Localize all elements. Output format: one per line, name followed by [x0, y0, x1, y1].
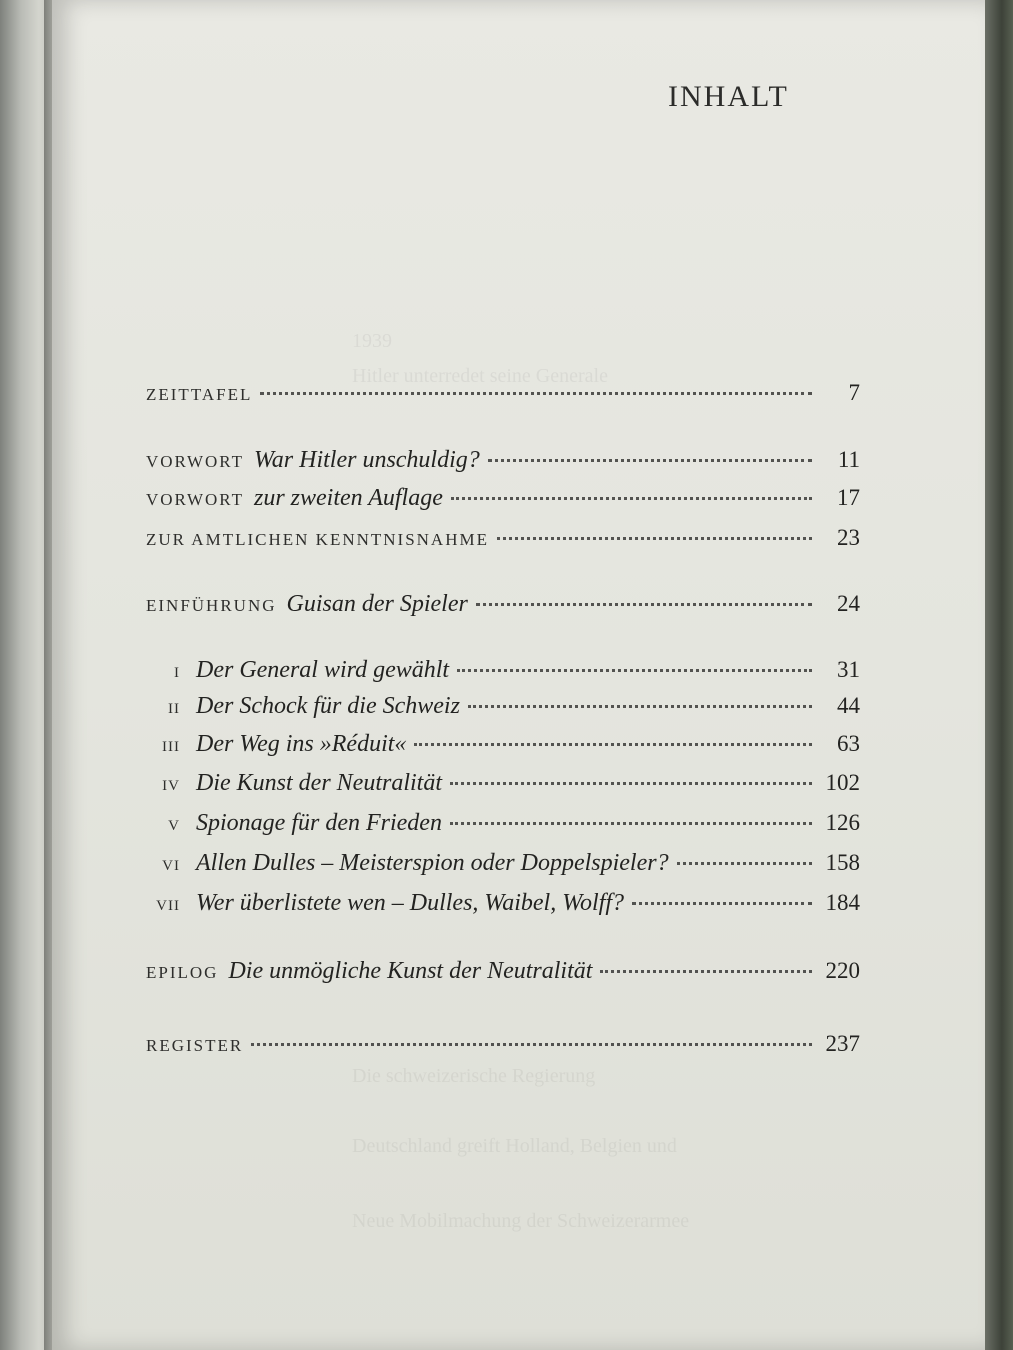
toc-chapter-5 [146, 810, 860, 844]
toc-entry-einfuehrung [146, 591, 860, 625]
toc-page-number: 126 [825, 810, 860, 835]
chapter-number: VII [156, 898, 180, 914]
dot-leader [450, 821, 812, 825]
toc-label: VORWORT [146, 452, 244, 471]
dot-leader [251, 1042, 812, 1046]
show-through-text: Neue Mobilmachung der Schweizerarmee [352, 1210, 690, 1232]
show-through-text: 1939 [352, 330, 392, 352]
toc-title: Die Kunst der Neutralität [196, 770, 442, 796]
toc-title: Der Schock für die Schweiz [196, 693, 460, 719]
toc-entry-register [146, 1031, 860, 1065]
toc-page-number: 24 [837, 591, 860, 616]
toc-page-number: 11 [837, 447, 860, 472]
toc-title: Die unmögliche Kunst der Neutralität [228, 958, 593, 984]
toc-page-number: 184 [825, 890, 860, 915]
toc-title: Der Weg ins »Réduit« [196, 731, 407, 757]
toc-entry-vorwort-zweite-auflage [146, 485, 860, 519]
show-through-text: Hitler unterredet seine Generale [352, 365, 608, 387]
toc-page-number: 7 [848, 380, 860, 405]
toc-title: zur zweiten Auflage [253, 485, 443, 511]
page-title: INHALT [668, 80, 789, 113]
toc-page-number: 237 [825, 1031, 860, 1056]
toc-page-number: 220 [825, 958, 860, 983]
toc-label: VORWORT [146, 490, 244, 509]
dot-leader [476, 602, 812, 606]
dot-leader [497, 536, 812, 540]
show-through-text: Deutschland greift Holland, Belgien und [352, 1135, 677, 1157]
chapter-number: VI [162, 858, 180, 874]
dot-leader [451, 496, 812, 500]
dot-leader [600, 969, 812, 973]
dot-leader [414, 742, 812, 746]
toc-label: EPILOG [146, 963, 219, 982]
toc-page-number: 31 [837, 657, 860, 682]
toc-label: ZEITTAFEL [146, 385, 253, 404]
chapter-number: V [168, 818, 180, 834]
toc-chapter-3 [146, 731, 860, 765]
toc-title: Spionage für den Frieden [196, 810, 442, 836]
toc-page-number: 158 [825, 850, 860, 875]
toc-chapter-6 [146, 850, 860, 884]
right-background-edge [985, 0, 1013, 1350]
toc-chapter-2 [146, 693, 860, 727]
show-through-text: Die schweizerische Regierung [352, 1065, 596, 1087]
toc-title: War Hitler unschuldig? [253, 447, 480, 473]
dot-leader [488, 458, 812, 462]
toc-title: Wer überlistete wen – Dulles, Waibel, Wolff? [196, 890, 624, 916]
dot-leader [457, 668, 812, 672]
chapter-number: I [174, 665, 180, 681]
toc-label: EINFÜHRUNG [146, 596, 277, 615]
chapter-number: IV [162, 778, 180, 794]
chapter-number: III [162, 739, 180, 755]
dot-leader [468, 704, 812, 708]
toc-page-number: 44 [837, 693, 860, 718]
chapter-number: II [168, 701, 180, 717]
toc-title: Allen Dulles – Meisterspion oder Doppelspieler? [196, 850, 669, 876]
toc-page-number: 23 [837, 525, 860, 550]
dot-leader [260, 391, 812, 395]
toc-entry-zeittafel [146, 380, 860, 414]
toc-label: ZUR AMTLICHEN KENNTNISNAHME [146, 530, 489, 549]
toc-title: Der General wird gewählt [196, 657, 450, 683]
dot-leader [677, 861, 812, 865]
toc-entry-amtliche-kenntnisnahme [146, 525, 860, 559]
toc-page-number: 17 [837, 485, 860, 510]
toc-entry-epilog [146, 958, 860, 992]
toc-label: REGISTER [146, 1036, 244, 1055]
dot-leader [632, 901, 812, 905]
toc-page-number: 63 [837, 731, 860, 756]
toc-chapter-4 [146, 770, 860, 804]
toc-chapter-7 [146, 890, 860, 924]
toc-page-number: 102 [825, 770, 860, 795]
dot-leader [450, 781, 812, 785]
toc-title: Guisan der Spieler [286, 591, 468, 617]
toc-chapter-1 [146, 657, 860, 691]
toc-entry-vorwort [146, 447, 860, 481]
